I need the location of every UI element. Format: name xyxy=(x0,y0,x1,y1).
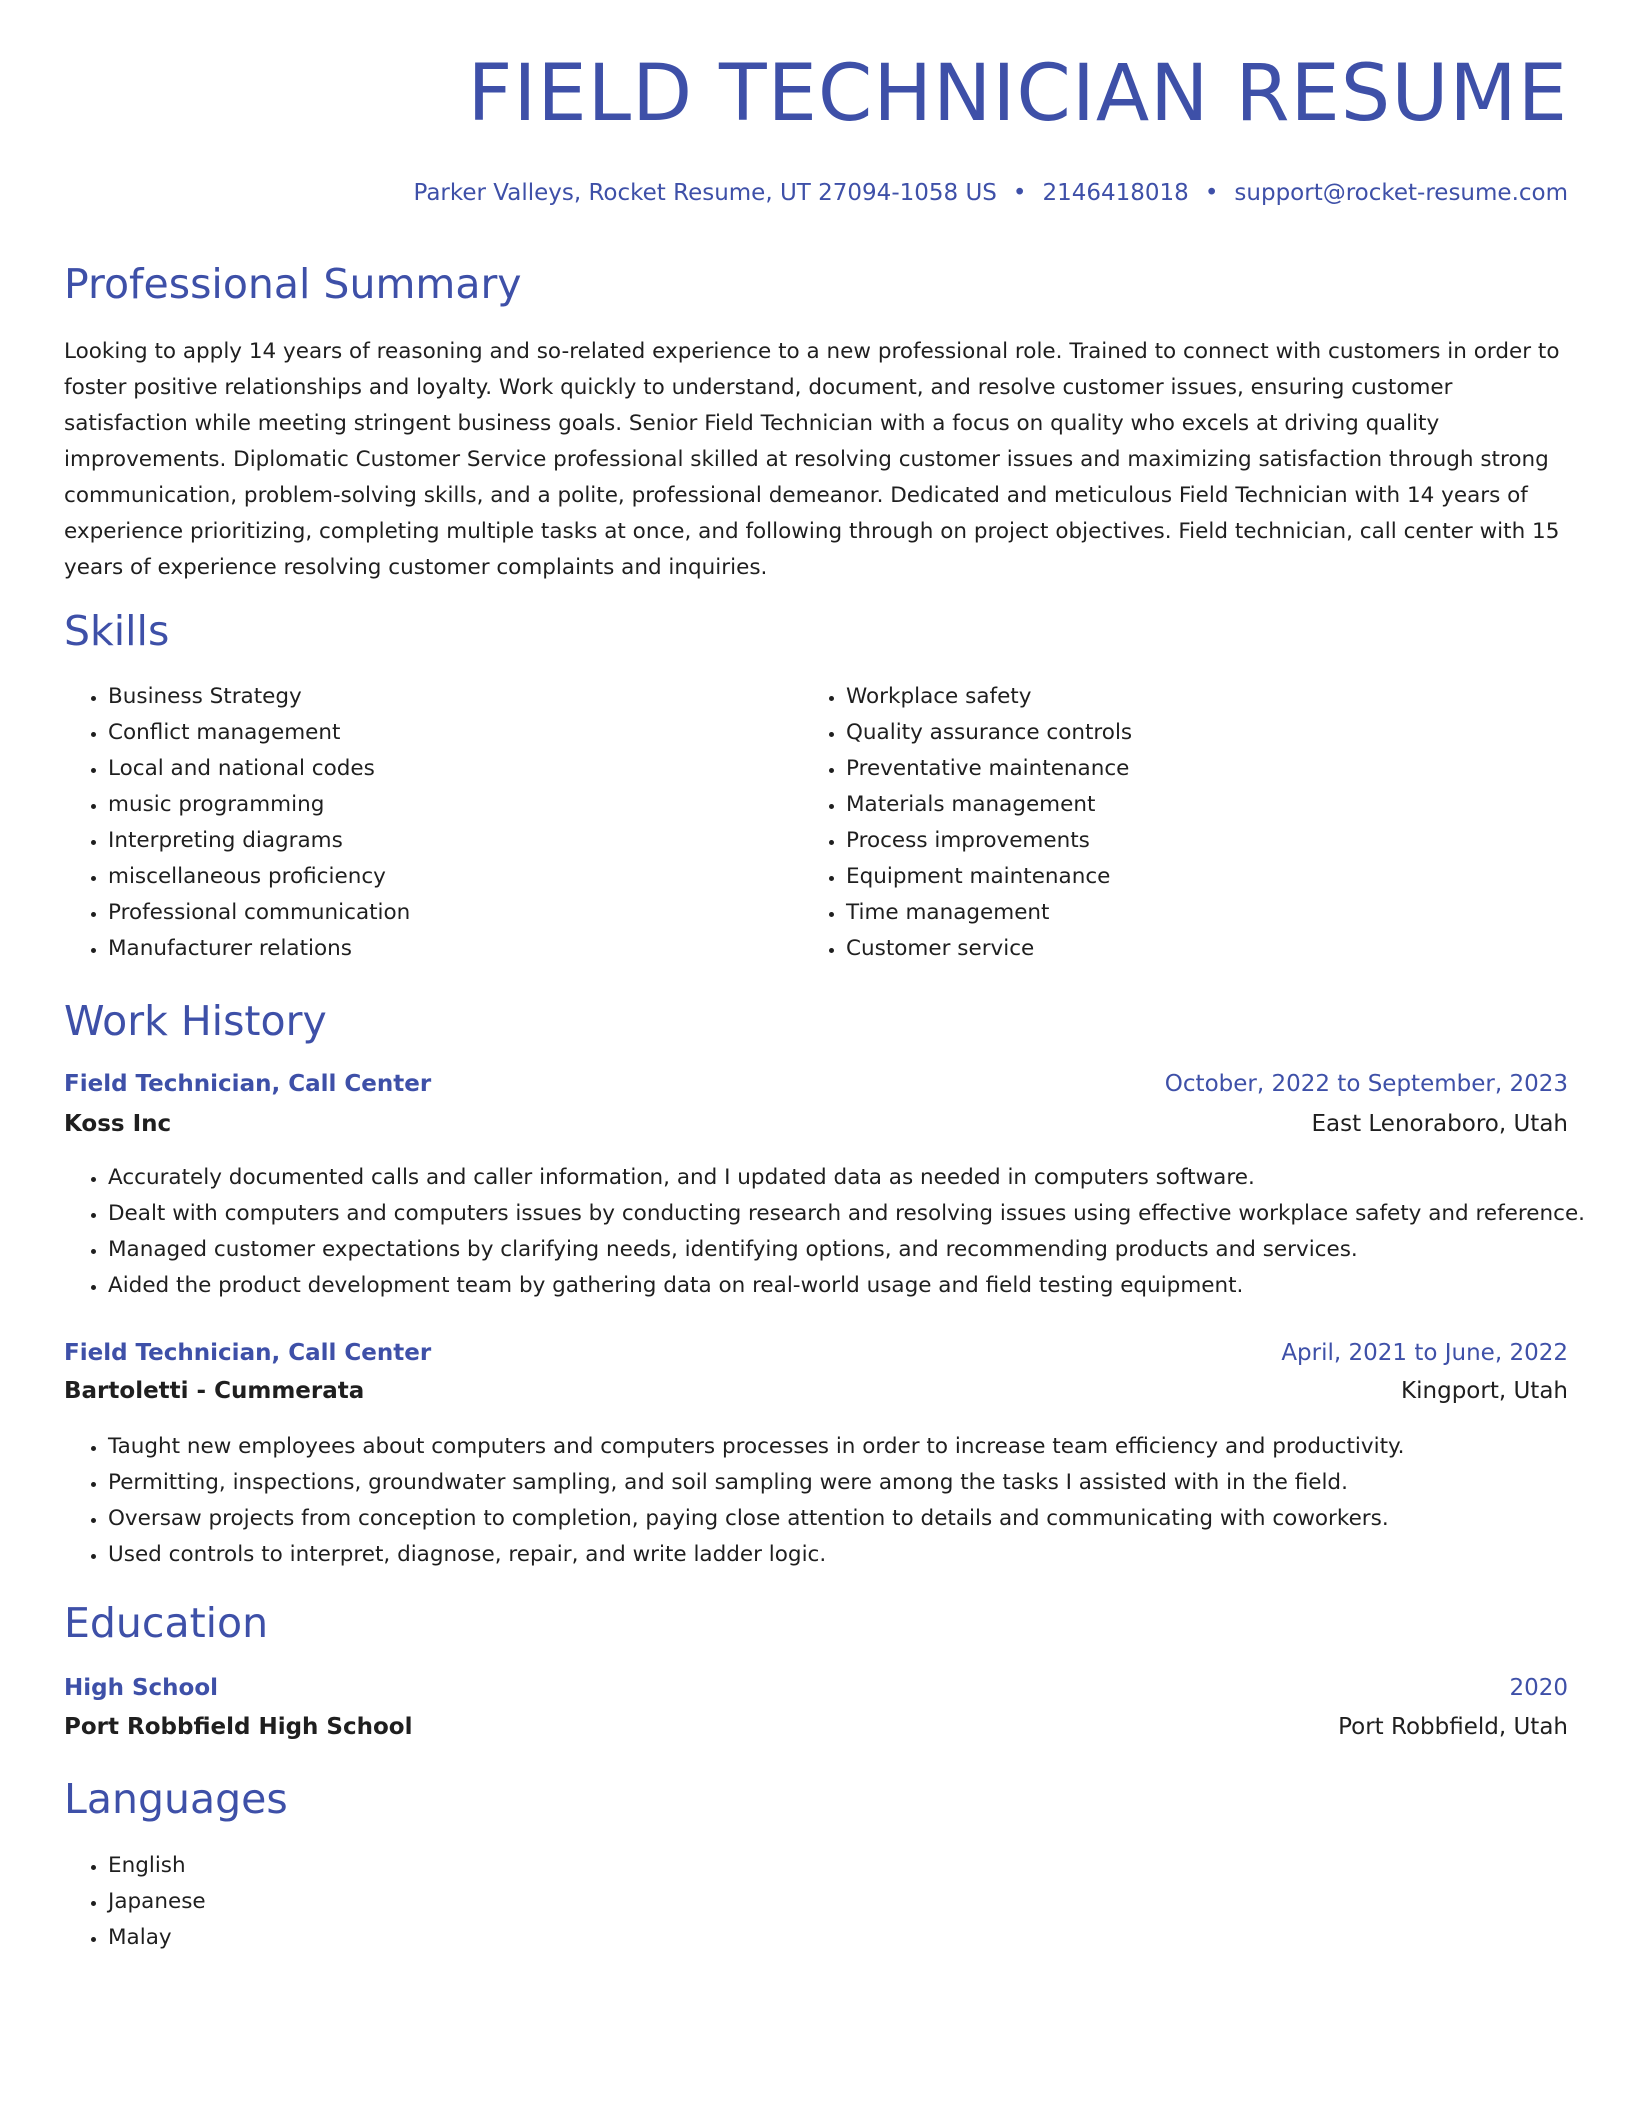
skill-item: • Preventative maintenance xyxy=(846,751,1132,787)
job-dates: April, 2021 to June, 2022 xyxy=(1281,1340,1568,1366)
skills-list-right xyxy=(802,679,1132,967)
job-header xyxy=(64,1071,1568,1097)
job-company: Koss Inc xyxy=(64,1111,172,1137)
job-subheader xyxy=(64,1378,1568,1404)
language-item: • Japanese xyxy=(108,1884,206,1920)
summary-text: Looking to apply 14 years of reasoning and so-related experience to a new professional role. Trained to connect with customers in order to foster positive relationships and loyalty. Work quickly to understand, document, and resolve customer issues, ensuring customer satisfaction while meeting stringent business goals. Senior Field Technician with a focus on quality who excels at driving quality improvements. Diplomatic Customer Service professional skilled at resolving customer issues and maximizing satisfaction through strong communication, problem-solving skills, and a polite, professional demeanor. Dedicated and meticulous Field Technician with 14 years of experience prioritizing, completing multiple tasks at once, and following through on project objectives. Field technician, call center with 15 years of experience resolving customer complaints and inquiries. xyxy=(64,339,1560,580)
job-location: East Lenoraboro, Utah xyxy=(1311,1111,1568,1137)
job-bullet: • Managed customer expectations by clarifying needs, identifying options, and recommending products and services. xyxy=(108,1232,1585,1268)
job-bullet: • Dealt with computers and computers issues by conducting research and resolving issues using effective workplace safety and reference. xyxy=(108,1196,1585,1232)
language-item: • Malay xyxy=(108,1920,206,1956)
contact-separator: • xyxy=(1204,180,1219,206)
summary-heading: Professional Summary xyxy=(64,260,522,308)
contact-email: support@rocket-resume.com xyxy=(1234,180,1568,206)
skill-item: • Professional communication xyxy=(108,895,410,931)
education-degree: High School xyxy=(64,1675,219,1701)
skill-item: • Interpreting diagrams xyxy=(108,823,410,859)
job-bullets xyxy=(64,1160,1585,1304)
job-location: Kingport, Utah xyxy=(1401,1378,1568,1404)
skill-item: • Quality assurance controls xyxy=(846,715,1132,751)
job-bullet: • Used controls to interpret, diagnose, repair, and write ladder logic. xyxy=(108,1537,1405,1573)
job-bullet: • Aided the product development team by gathering data on real-world usage and field testing equipment. xyxy=(108,1268,1585,1304)
job-title: Field Technician, Call Center xyxy=(64,1340,432,1366)
resume-title: FIELD TECHNICIAN RESUME xyxy=(467,49,1568,139)
job-bullets xyxy=(64,1429,1405,1573)
language-item: • English xyxy=(108,1848,206,1884)
job-bullet: • Permitting, inspections, groundwater sampling, and soil sampling were among the tasks I assisted with in the field. xyxy=(108,1465,1405,1501)
skill-item: • Workplace safety xyxy=(846,679,1132,715)
work-heading: Work History xyxy=(64,997,327,1045)
skills-heading: Skills xyxy=(64,607,170,655)
job-dates: October, 2022 to September, 2023 xyxy=(1164,1071,1568,1097)
job-subheader xyxy=(64,1111,1568,1137)
contact-separator: • xyxy=(1012,180,1027,206)
education-year: 2020 xyxy=(1509,1675,1568,1701)
skill-item: • Process improvements xyxy=(846,823,1132,859)
skill-item: • Materials management xyxy=(846,787,1132,823)
contact-phone: 2146418018 xyxy=(1042,180,1189,206)
job-bullet: • Accurately documented calls and caller information, and I updated data as needed in computers software. xyxy=(108,1160,1585,1196)
skill-item: • music programming xyxy=(108,787,410,823)
skill-item: • Conflict management xyxy=(108,715,410,751)
job-company: Bartoletti - Cummerata xyxy=(64,1378,365,1404)
skill-item: • Business Strategy xyxy=(108,679,410,715)
education-location: Port Robbfield, Utah xyxy=(1338,1714,1568,1740)
education-school: Port Robbfield High School xyxy=(64,1714,413,1740)
skill-item: • Equipment maintenance xyxy=(846,859,1132,895)
skill-item: • Customer service xyxy=(846,931,1132,967)
job-title: Field Technician, Call Center xyxy=(64,1071,432,1097)
job-header xyxy=(64,1340,1568,1366)
languages-heading: Languages xyxy=(64,1775,288,1823)
contact-address: Parker Valleys, Rocket Resume, UT 27094-1058 US xyxy=(413,180,997,206)
education-header xyxy=(64,1675,1568,1701)
skill-item: • miscellaneous proficiency xyxy=(108,859,410,895)
skills-list-left xyxy=(64,679,410,967)
skill-item: • Local and national codes xyxy=(108,751,410,787)
skill-item: • Time management xyxy=(846,895,1132,931)
languages-list xyxy=(64,1848,206,1956)
education-subheader xyxy=(64,1714,1568,1740)
job-bullet: • Taught new employees about computers and computers processes in order to increase team efficiency and productivity. xyxy=(108,1429,1405,1465)
contact-line xyxy=(413,180,1568,206)
education-heading: Education xyxy=(64,1599,269,1647)
skill-item: • Manufacturer relations xyxy=(108,931,410,967)
job-bullet: • Oversaw projects from conception to completion, paying close attention to details and communicating with coworkers. xyxy=(108,1501,1405,1537)
